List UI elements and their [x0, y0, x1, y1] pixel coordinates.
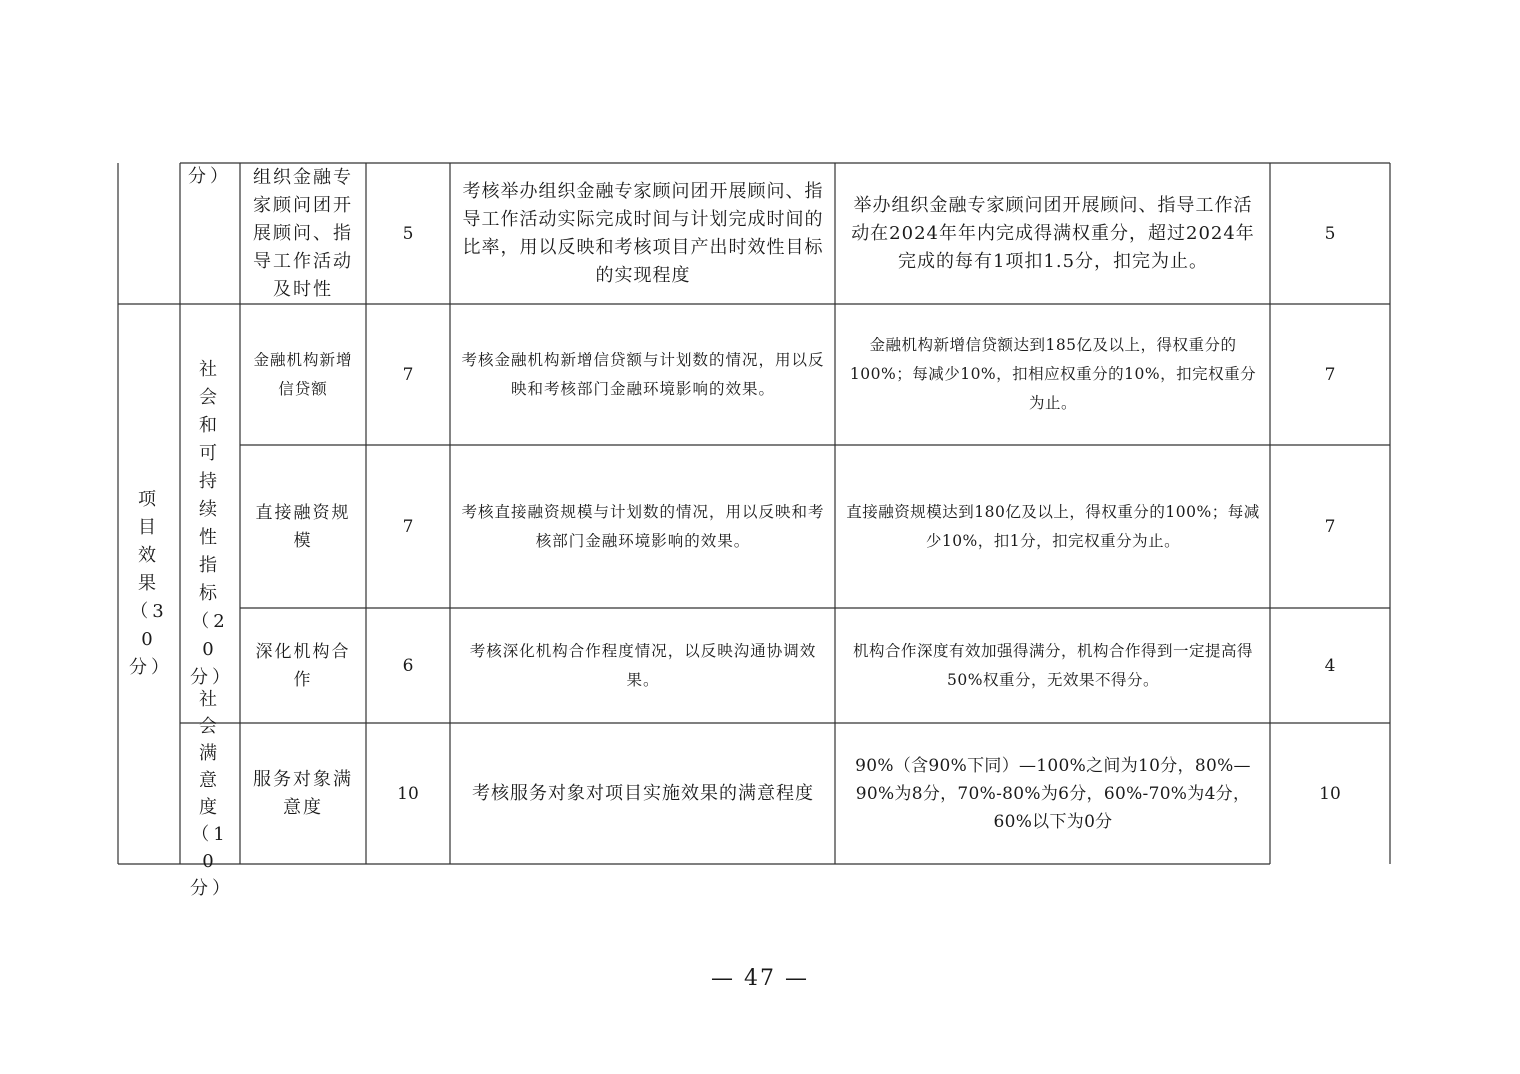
standard-cell: 90%（含90%下同）—100%之间为10分，80%—90%为8分，70%-80%为6分，60%-70%为4分，60%以下为0分: [855, 755, 1251, 832]
standard-cell: 举办组织金融专家顾问团开展顾问、指导工作活动在2024年年内完成得满权重分，超过2024年完成的每有1项扣1.5分，扣完为止。: [851, 194, 1255, 272]
level2-social-label: 社会和可持续性指标（20分）: [190, 359, 234, 688]
page-number: — 47 —: [711, 966, 809, 991]
level1-effect-cell: [118, 304, 180, 864]
indicator-cell: 直接融资规模: [255, 502, 351, 551]
weight-cell: 7: [402, 364, 414, 385]
indicator-cell: 深化机构合作: [255, 641, 351, 690]
score-cell: 5: [1324, 223, 1336, 244]
level2-continuation-cell: 分）: [188, 166, 232, 187]
level2-satisfaction-label: 社会满意度（10分）: [190, 688, 234, 899]
score-cell: 10: [1319, 783, 1341, 804]
indicator-cell: 金融机构新增信贷额: [253, 350, 353, 398]
level2-social-cell: [180, 304, 240, 723]
level2-satisfaction-cell: [180, 688, 240, 899]
weight-cell: 5: [402, 223, 414, 244]
weight-cell: 7: [402, 516, 414, 537]
indicator-cell: 组织金融专家顾问团开展顾问、指导工作活动及时性: [253, 166, 353, 300]
score-cell: 7: [1324, 364, 1336, 385]
explanation-cell: 考核直接融资规模与计划数的情况，用以反映和考核部门金融环境影响的效果。: [461, 502, 825, 550]
standard-cell: 直接融资规模达到180亿及以上，得权重分的100%；每减少10%，扣1分，扣完权重分为止。: [846, 502, 1260, 550]
weight-cell: 10: [397, 783, 419, 804]
explanation-cell: 考核深化机构合作程度情况，以反映沟通协调效果。: [469, 641, 817, 689]
score-cell: 4: [1324, 655, 1336, 676]
score-cell: 7: [1324, 516, 1336, 537]
explanation-cell: 考核举办组织金融专家顾问团开展顾问、指导工作活动实际完成时间与计划完成时间的比率，用以反映和考核项目产出时效性目标的实现程度: [462, 180, 824, 286]
indicator-cell: 服务对象满意度: [253, 768, 353, 818]
standard-cell: 机构合作深度有效加强得满分，机构合作得到一定提高得50%权重分，无效果不得分。: [852, 641, 1253, 689]
level1-effect-label: 项目效果（30分）: [129, 489, 173, 678]
explanation-cell: 考核服务对象对项目实施效果的满意程度: [472, 782, 814, 804]
standard-cell: 金融机构新增信贷额达到185亿及以上，得权重分的100%；每减少10%，扣相应权重分的10%，扣完权重分为止。: [849, 336, 1257, 412]
explanation-cell: 考核金融机构新增信贷额与计划数的情况，用以反映和考核部门金融环境影响的效果。: [461, 350, 825, 398]
weight-cell: 6: [402, 655, 414, 676]
